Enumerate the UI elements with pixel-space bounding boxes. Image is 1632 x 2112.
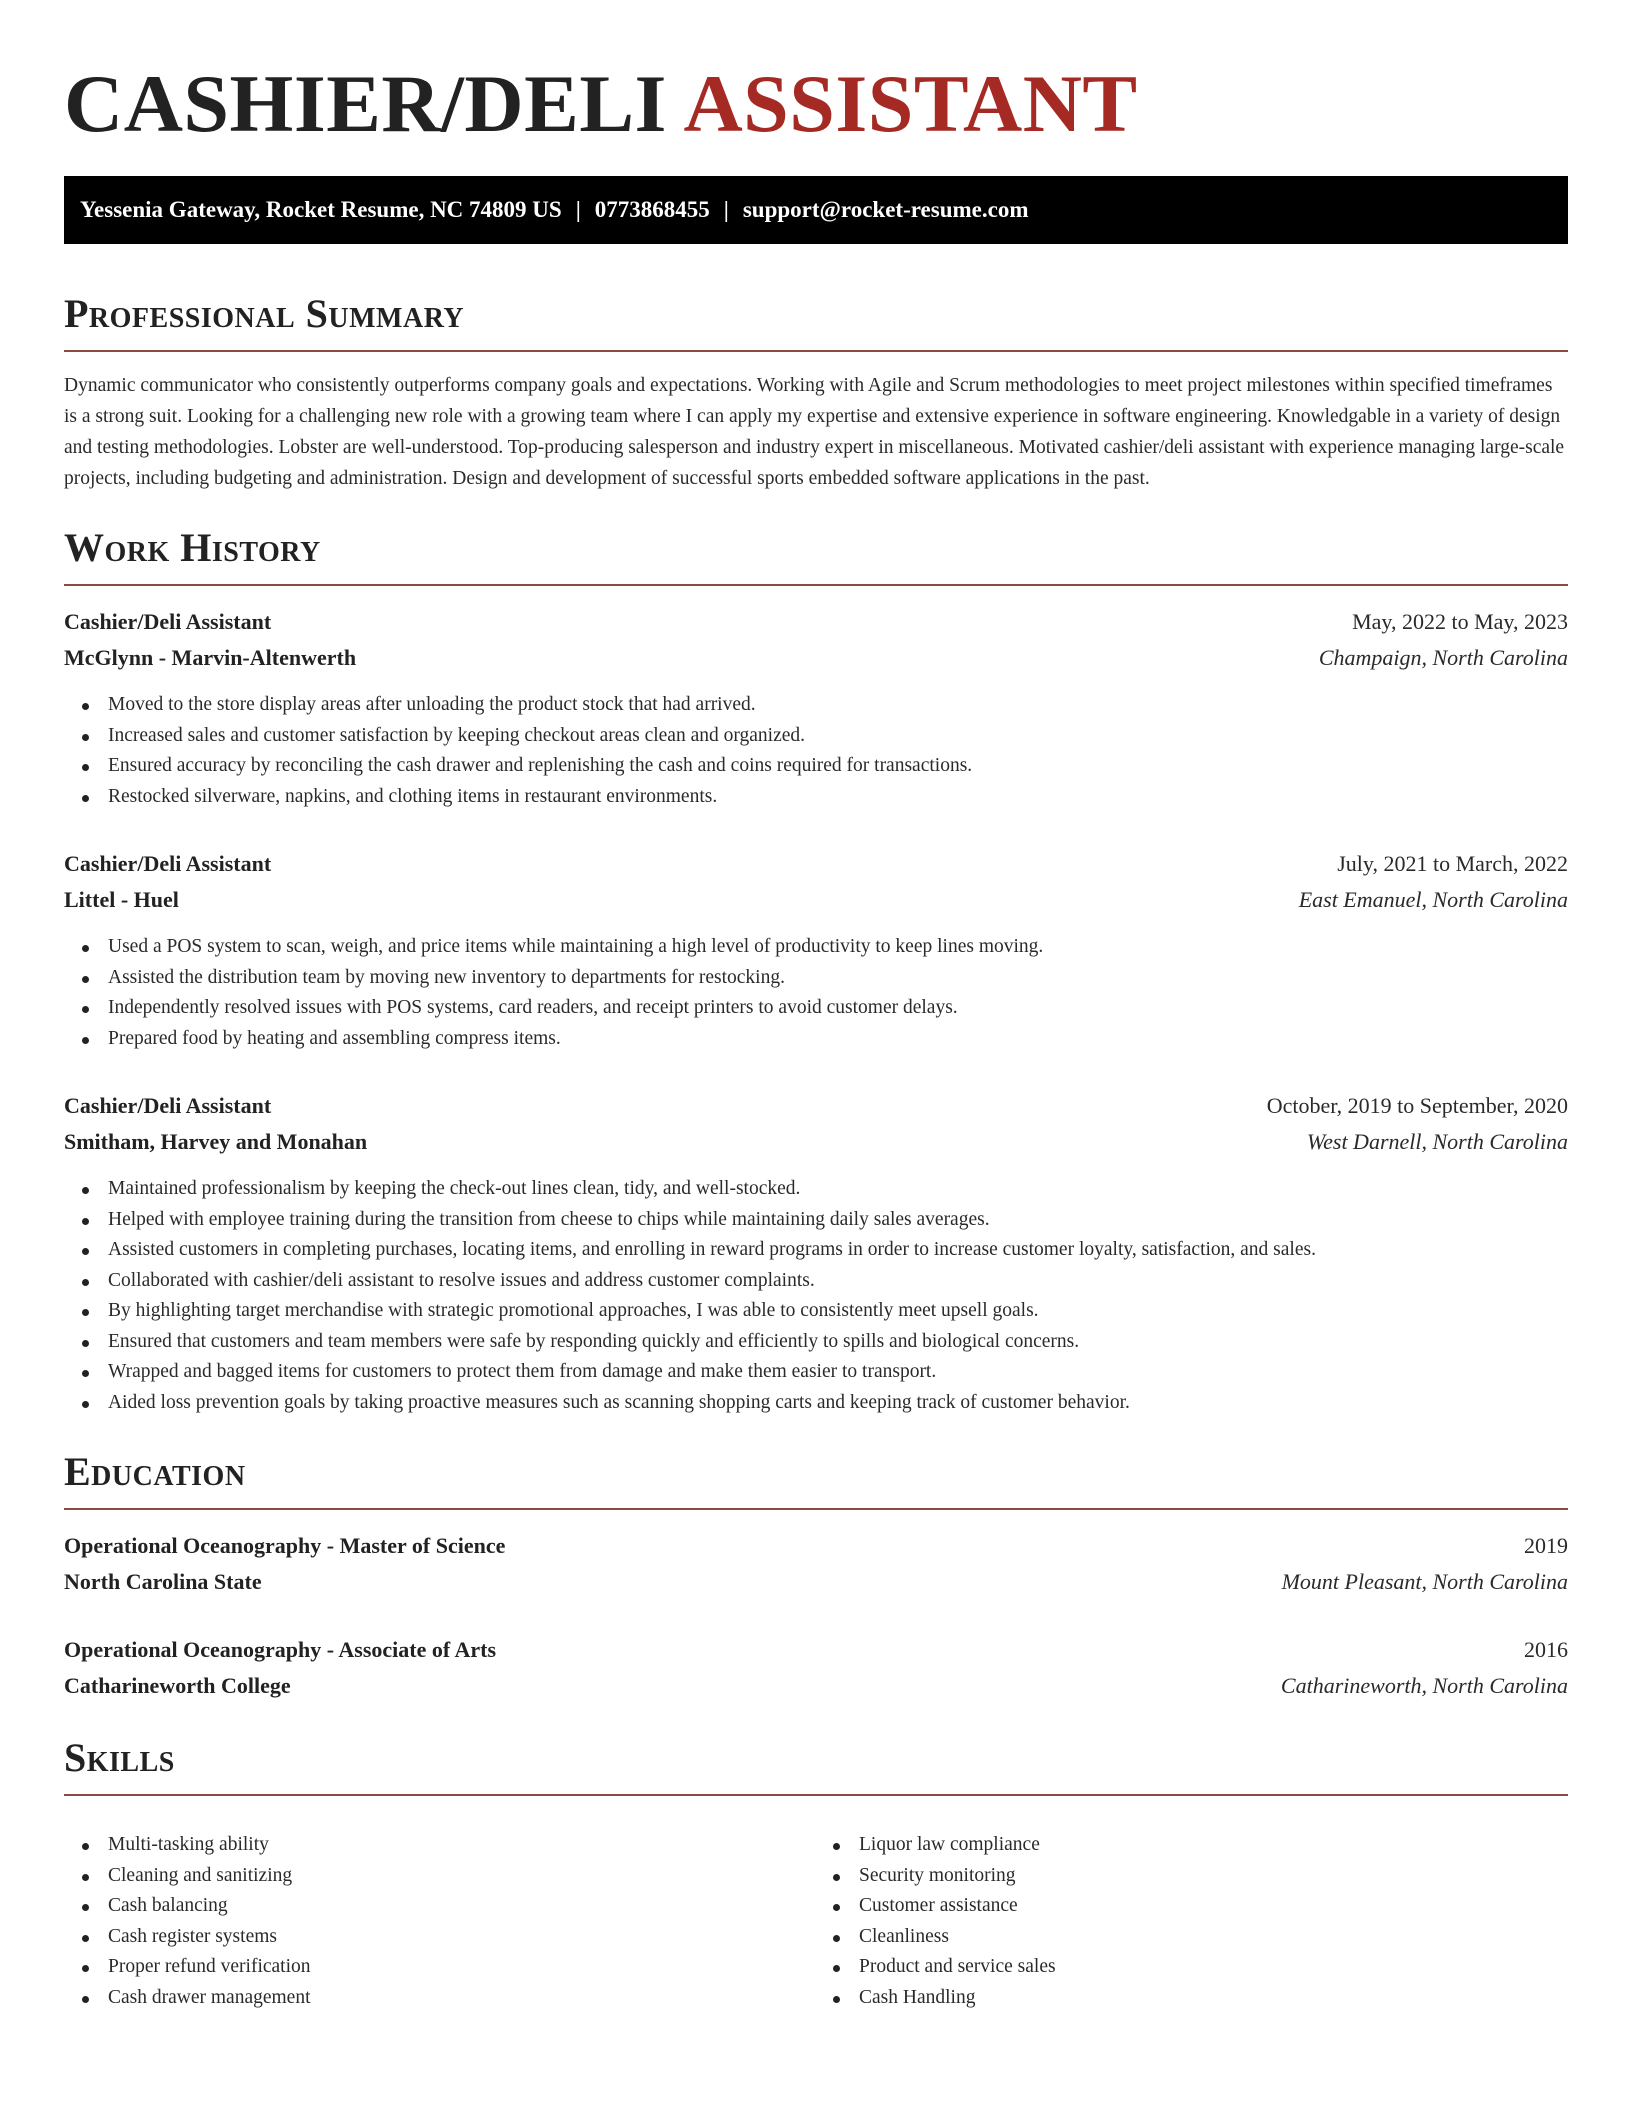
list-item: Moved to the store display areas after unloading the product stock that had arrived. xyxy=(80,690,1568,721)
spacer xyxy=(64,812,1568,846)
job-role: Cashier/Deli Assistant xyxy=(64,1093,272,1118)
skills-columns xyxy=(64,1814,1568,2013)
education-location: Catharineworth, North Carolina xyxy=(1280,1673,1568,1698)
skill-item: Cash Handling xyxy=(831,1983,1568,2014)
job-bullets xyxy=(64,932,1568,1054)
job-location: East Emanuel, North Carolina xyxy=(1298,887,1568,912)
job-header-row xyxy=(64,604,1568,640)
section-title-summary: Professional Summary xyxy=(64,291,465,336)
skill-item: Multi-tasking ability xyxy=(80,1830,817,1861)
job-role: Cashier/Deli Assistant xyxy=(64,851,272,876)
education-year: 2019 xyxy=(1524,1533,1568,1558)
job-company-row xyxy=(64,640,1568,676)
section-divider xyxy=(64,584,1568,586)
section-divider xyxy=(64,350,1568,352)
job-company: McGlynn - Marvin-Altenwerth xyxy=(64,645,357,670)
skill-item: Cash drawer management xyxy=(80,1983,817,2014)
education-degree: Operational Oceanography - Associate of Arts xyxy=(64,1637,497,1662)
skill-item: Cash register systems xyxy=(80,1922,817,1953)
education-school: North Carolina State xyxy=(64,1569,262,1594)
job-company: Smitham, Harvey and Monahan xyxy=(64,1129,368,1154)
job-header-row xyxy=(64,846,1568,882)
resume-title xyxy=(64,56,1568,152)
job-entry xyxy=(64,846,1568,1054)
list-item: Ensured that customers and team members were safe by responding quickly and efficiently to spills and biological concerns. xyxy=(80,1327,1568,1358)
list-item: Aided loss prevention goals by taking proactive measures such as scanning shopping carts and keeping track of customer behavior. xyxy=(80,1388,1568,1419)
job-company-row xyxy=(64,1124,1568,1160)
job-header-row xyxy=(64,1088,1568,1124)
skill-item: Product and service sales xyxy=(831,1952,1568,1983)
job-entry xyxy=(64,604,1568,812)
job-location: Champaign, North Carolina xyxy=(1318,645,1568,670)
education-year: 2016 xyxy=(1524,1637,1568,1662)
list-item: Assisted the distribution team by moving new inventory to departments for restocking. xyxy=(80,963,1568,994)
list-item: Collaborated with cashier/deli assistant to resolve issues and address customer complaints. xyxy=(80,1266,1568,1297)
skill-item: Cash balancing xyxy=(80,1891,817,1922)
contact-separator: | xyxy=(723,197,729,222)
list-item: Used a POS system to scan, weigh, and price items while maintaining a high level of productivity to keep lines moving. xyxy=(80,932,1568,963)
job-bullets xyxy=(64,1174,1568,1418)
job-company-row xyxy=(64,882,1568,918)
title-part-2: ASSISTANT xyxy=(683,58,1138,149)
spacer xyxy=(64,1054,1568,1088)
section-divider xyxy=(64,1794,1568,1796)
section-title-work-history: Work History xyxy=(64,525,321,570)
section-title-skills: Skills xyxy=(64,1735,175,1780)
skill-item: Proper refund verification xyxy=(80,1952,817,1983)
education-header-row xyxy=(64,1632,1568,1668)
title-part-1: CASHIER/DELI xyxy=(64,58,667,149)
skill-item: Cleanliness xyxy=(831,1922,1568,1953)
list-item: Wrapped and bagged items for customers to protect them from damage and make them easier to transport. xyxy=(80,1357,1568,1388)
job-company: Littel - Huel xyxy=(64,887,179,912)
education-school-row xyxy=(64,1564,1568,1600)
contact-separator: | xyxy=(575,197,581,222)
job-dates: October, 2019 to September, 2020 xyxy=(1266,1093,1568,1118)
skills-list-left xyxy=(64,1830,817,2013)
contact-phone: 0773868455 xyxy=(594,197,710,222)
skill-item: Security monitoring xyxy=(831,1861,1568,1892)
list-item: By highlighting target merchandise with strategic promotional approaches, I was able to consistently meet upsell goals. xyxy=(80,1296,1568,1327)
contact-address: Yessenia Gateway, Rocket Resume, NC 74809 US xyxy=(80,197,562,222)
job-role: Cashier/Deli Assistant xyxy=(64,609,272,634)
skill-item: Liquor law compliance xyxy=(831,1830,1568,1861)
list-item: Assisted customers in completing purchases, locating items, and enrolling in reward programs in order to increase customer loyalty, satisfaction, and sales. xyxy=(80,1235,1568,1266)
summary-text: Dynamic communicator who consistently outperforms company goals and expectations. Working with Agile and Scrum methodologies to meet project milestones within specified timeframes is a strong suit. Looking for a challenging new role with a growing team where I can apply my expertise and extensive experience in software engineering. Knowledgable in a variety of design and testing methodologies. Lobster are well-understood. Top-producing salesperson and industry expert in miscellaneous. Motivated cashier/deli assistant with experience managing large-scale projects, including budgeting and administration. Design and development of successful sports embedded software applications in the past. xyxy=(64,375,1565,489)
education-school: Catharineworth College xyxy=(64,1673,291,1698)
job-location: West Darnell, North Carolina xyxy=(1306,1129,1568,1154)
list-item: Increased sales and customer satisfaction by keeping checkout areas clean and organized. xyxy=(80,721,1568,752)
job-bullets xyxy=(64,690,1568,812)
skill-item: Cleaning and sanitizing xyxy=(80,1861,817,1892)
job-entry xyxy=(64,1088,1568,1418)
skills-list-right xyxy=(817,1830,1568,2013)
education-school-row xyxy=(64,1668,1568,1704)
job-dates: July, 2021 to March, 2022 xyxy=(1337,851,1568,876)
education-entry xyxy=(64,1632,1568,1704)
spacer xyxy=(64,1600,1568,1632)
list-item: Restocked silverware, napkins, and clothing items in restaurant environments. xyxy=(80,782,1568,813)
list-item: Ensured accuracy by reconciling the cash drawer and replenishing the cash and coins required for transactions. xyxy=(80,751,1568,782)
section-title-education: Education xyxy=(64,1449,246,1494)
job-dates: May, 2022 to May, 2023 xyxy=(1352,609,1568,634)
section-divider xyxy=(64,1508,1568,1510)
contact-email: support@rocket-resume.com xyxy=(742,197,1029,222)
list-item: Independently resolved issues with POS systems, card readers, and receipt printers to avoid customer delays. xyxy=(80,993,1568,1024)
education-location: Mount Pleasant, North Carolina xyxy=(1281,1569,1568,1594)
list-item: Maintained professionalism by keeping the check-out lines clean, tidy, and well-stocked. xyxy=(80,1174,1568,1205)
education-entry xyxy=(64,1528,1568,1600)
education-header-row xyxy=(64,1528,1568,1564)
list-item: Prepared food by heating and assembling compress items. xyxy=(80,1024,1568,1055)
contact-bar xyxy=(64,176,1568,244)
education-degree: Operational Oceanography - Master of Science xyxy=(64,1533,506,1558)
list-item: Helped with employee training during the transition from cheese to chips while maintaining daily sales averages. xyxy=(80,1205,1568,1236)
skill-item: Customer assistance xyxy=(831,1891,1568,1922)
